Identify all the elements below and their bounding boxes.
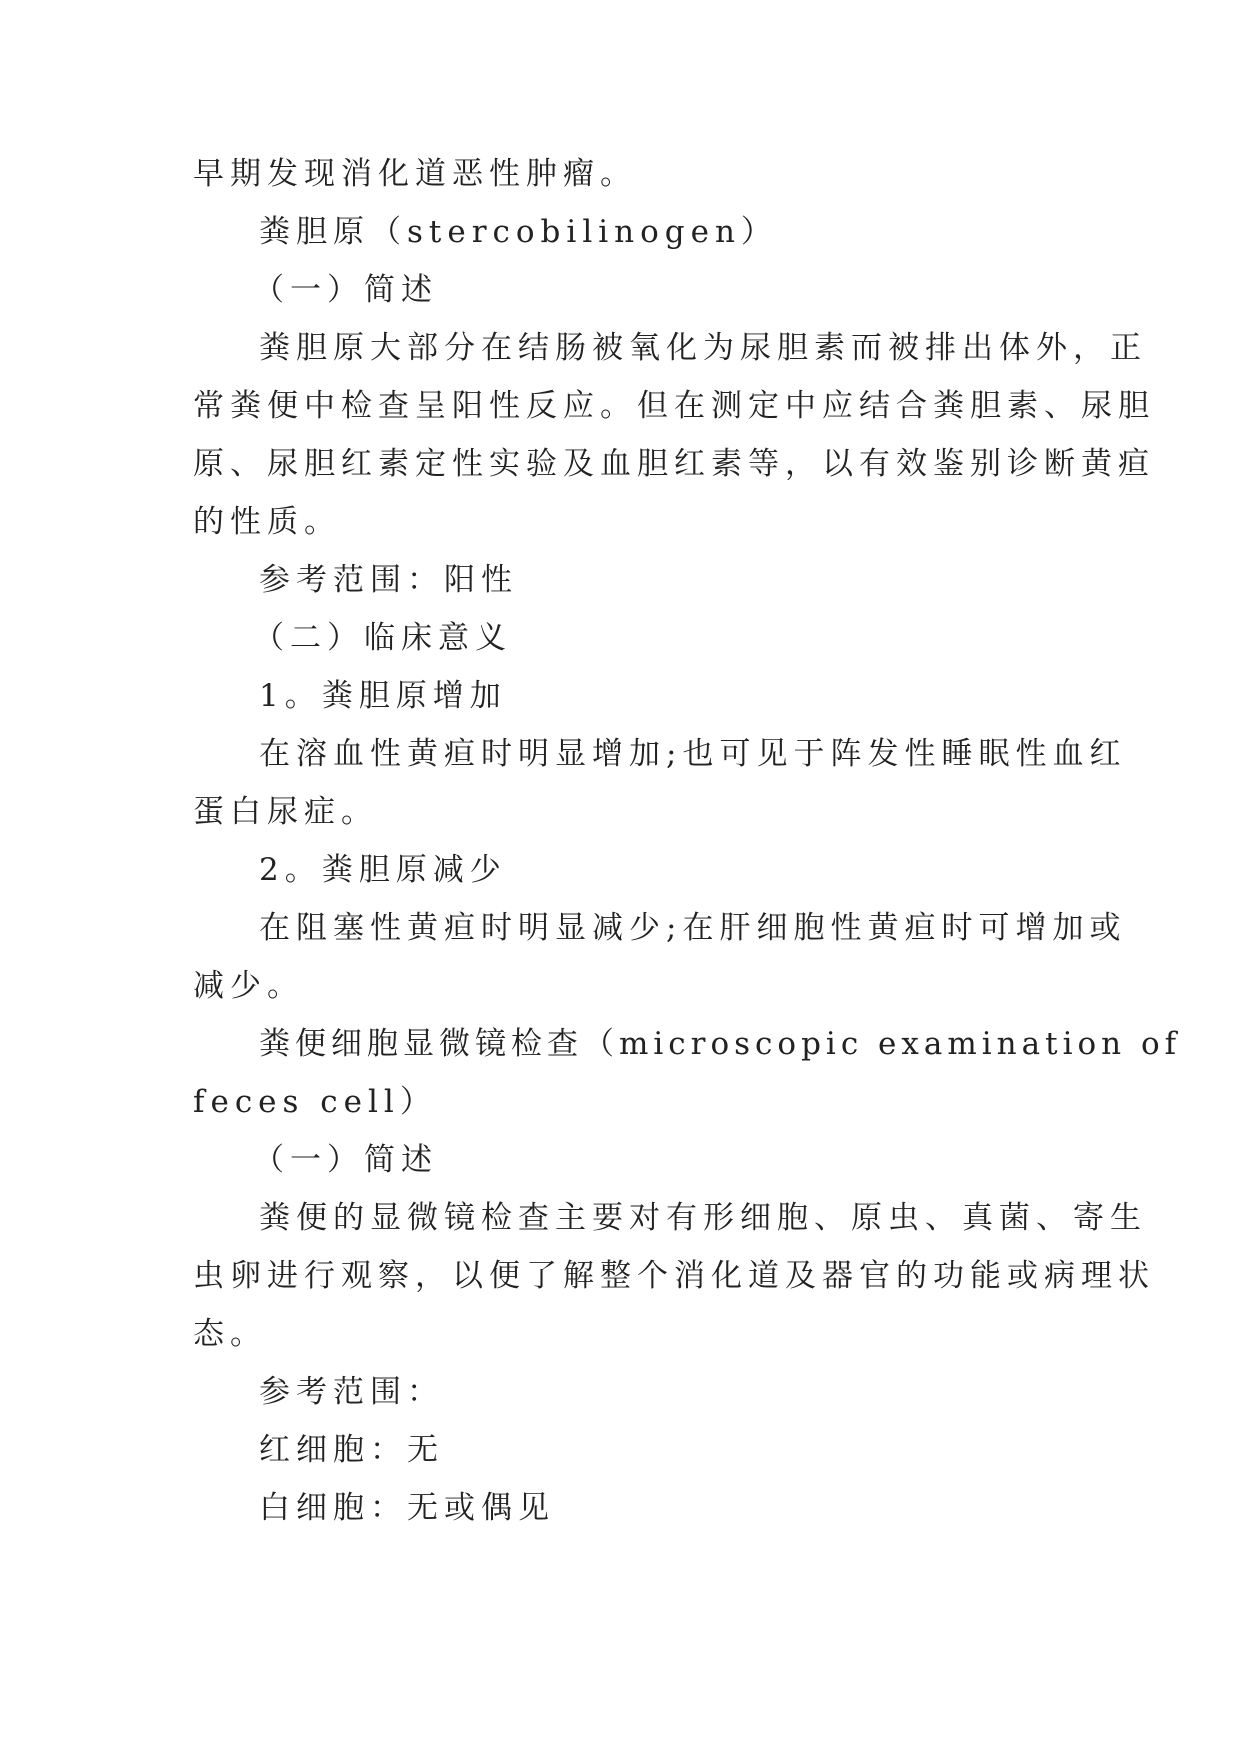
document-page bbox=[193, 145, 1182, 1537]
list-item-title: 2。粪胆原减少 bbox=[259, 852, 507, 888]
subsection-title-clinical-significance: （二）临床意义 bbox=[253, 620, 512, 656]
paragraph-line: 粪便的显微镜检查主要对有形细胞、原虫、真菌、寄生 bbox=[259, 1200, 1147, 1236]
subsection-title-overview: （一）简述 bbox=[253, 1142, 438, 1178]
section-title-stercobilinogen: 粪胆原（stercobilinogen） bbox=[259, 214, 778, 250]
reference-item: 红细胞：无 bbox=[259, 1432, 444, 1468]
reference-item: 白细胞：无或偶见 bbox=[259, 1490, 555, 1526]
paragraph-line: 在溶血性黄疸时明显增加;也可见于阵发性睡眠性血红 bbox=[259, 736, 1127, 772]
paragraph-line: 态。 bbox=[193, 1316, 267, 1352]
paragraph-line: 在阻塞性黄疸时明显减少;在肝细胞性黄疸时可增加或 bbox=[259, 910, 1127, 946]
paragraph-line: 粪胆原大部分在结肠被氧化为尿胆素而被排出体外，正 bbox=[259, 330, 1147, 366]
paragraph-line: 原、尿胆红素定性实验及血胆红素等，以有效鉴别诊断黄疸 bbox=[193, 446, 1155, 482]
section-title-microscopic-exam: 粪便细胞显微镜检查（microscopic examination of bbox=[259, 1026, 1182, 1062]
paragraph-line: 早期发现消化道恶性肿瘤。 bbox=[193, 156, 637, 192]
paragraph-line: 的性质。 bbox=[193, 504, 341, 540]
subsection-title-overview: （一）简述 bbox=[253, 272, 438, 308]
paragraph-line: 常粪便中检查呈阳性反应。但在测定中应结合粪胆素、尿胆 bbox=[193, 388, 1155, 424]
reference-range: 参考范围：阳性 bbox=[259, 562, 518, 598]
list-item-title: 1。粪胆原增加 bbox=[259, 678, 507, 714]
paragraph-line: 减少。 bbox=[193, 968, 304, 1004]
paragraph-line: 虫卵进行观察，以便了解整个消化道及器官的功能或病理状 bbox=[193, 1258, 1155, 1294]
reference-range-title: 参考范围： bbox=[259, 1374, 444, 1410]
section-title-microscopic-exam: feces cell） bbox=[193, 1084, 437, 1120]
paragraph-line: 蛋白尿症。 bbox=[193, 794, 378, 830]
